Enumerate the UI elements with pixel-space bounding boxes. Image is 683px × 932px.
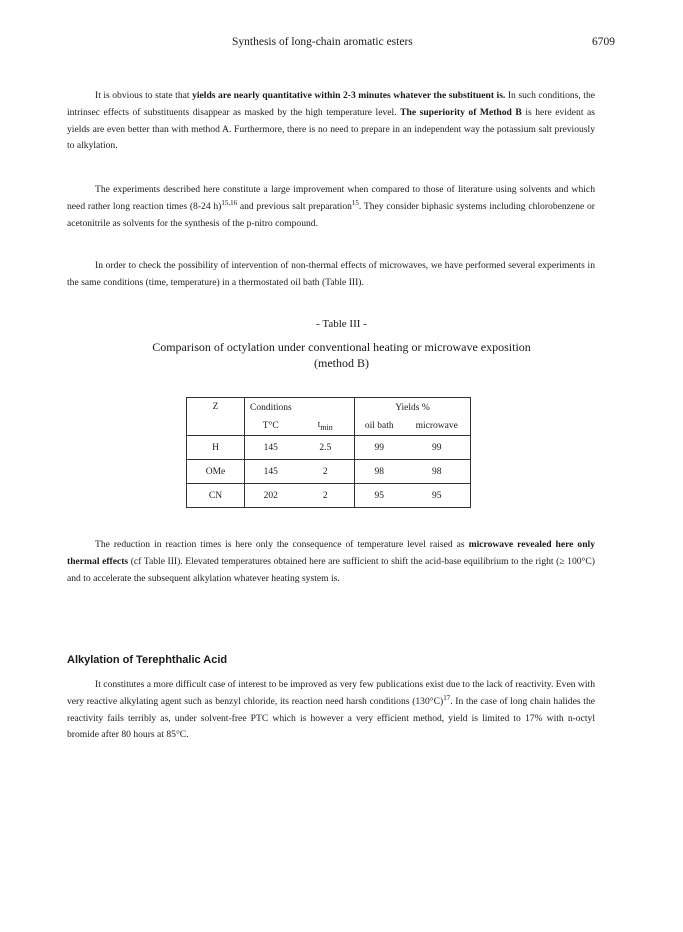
running-header [0, 36, 683, 52]
cell-temperature: 145 [245, 436, 297, 460]
caption-line: Comparison of octylation under conventional heating or microwave exposition [152, 340, 531, 354]
text-span: It constitutes a more difficult case of interest to be improved as very few publications exist due to the lack of reactivity. Even with very reactive alkylating agent such as benzyl chloride, its reaction need harsh conditions (130°C) [67, 679, 595, 707]
cell-microwave: 98 [404, 460, 471, 484]
text-span: . They consider biphasic systems including chlorobenzene or acetonitrile as solvents for the synthesis of the p-nitro compound. [67, 200, 595, 229]
text-span: is here evident as yields are even better than with method A. Furthermore, there is no need to prepare in an independent way the potassium salt previously to alkylation. [67, 106, 595, 152]
running-title: Synthesis of long-chain aromatic esters [232, 36, 413, 48]
table-row [187, 460, 471, 484]
cell-oil-bath: 98 [355, 460, 404, 484]
reference-superscript: 15 [351, 198, 359, 207]
cell-z: OMe [187, 460, 245, 484]
text-span: . In the case of long chain halides the reactivity fails terribly as, under solvent-free PTC which is however a very efficient method, yield is limited to 17% with n-octyl bromide after 80 hours at 85°C. [67, 695, 595, 741]
subheader-time [297, 418, 355, 436]
paragraph-thermal-effects [67, 537, 595, 587]
cell-oil-bath: 99 [355, 436, 404, 460]
cell-time: 2 [297, 484, 355, 508]
cell-time: 2 [297, 460, 355, 484]
text-span: The experiments described here constitute a large improvement when compared to those of literature using solvents and which need rather long reaction times (8-24 h) [67, 184, 595, 212]
subheader-microwave: microwave [404, 418, 471, 436]
results-table [186, 397, 471, 508]
table-row [187, 436, 471, 460]
paragraph-yields [67, 88, 595, 155]
reference-superscript: 17 [443, 693, 451, 702]
bold-span: yields are nearly quantitative within 2-3 minutes whatever the substituent is. [192, 90, 506, 101]
bold-span: The superiority of Method B [400, 106, 522, 118]
cell-time: 2.5 [297, 436, 355, 460]
table-row [187, 484, 471, 508]
bold-span: microwave revealed here only thermal effects [67, 539, 595, 567]
caption-line: (method B) [314, 356, 369, 370]
subheader-time-sub: min [320, 423, 333, 433]
table-caption [100, 339, 583, 371]
table-label: - Table III - [316, 318, 367, 330]
text-span: and previous salt preparation [237, 200, 352, 212]
page-number: 6709 [592, 36, 615, 48]
section-heading: Alkylation of Terephthalic Acid [67, 654, 228, 666]
header-conditions: Conditions [245, 398, 355, 418]
header-yields: Yields % [355, 398, 471, 418]
cell-microwave: 95 [404, 484, 471, 508]
subheader-time-t: t [317, 420, 321, 431]
header-z: Z [187, 398, 245, 436]
text-span: In such conditions, the intrinsec effects of substituents disappear as masked by the high temperature level. [67, 90, 596, 118]
paragraph-oil-bath: In order to check the possibility of intervention of non-thermal effects of microwaves, we have performed several experiments in the same conditions (time, temperature) in a thermostated oil bath (Table III). [67, 260, 595, 288]
paragraph-literature [67, 182, 595, 232]
cell-z: H [187, 436, 245, 460]
subheader-temperature: T°C [245, 418, 297, 436]
paragraph-terephthalic [67, 677, 595, 744]
table-header-row [187, 398, 471, 418]
cell-temperature: 202 [245, 484, 297, 508]
cell-temperature: 145 [245, 460, 297, 484]
subheader-oil-bath: oil bath [355, 418, 404, 436]
text-span: The reduction in reaction times is here only the consequence of temperature level raised as [95, 539, 469, 550]
cell-z: CN [187, 484, 245, 508]
cell-oil-bath: 95 [355, 484, 404, 508]
reference-superscript: 15,16 [221, 198, 238, 207]
text-span: It is obvious to state that [95, 90, 193, 101]
cell-microwave: 99 [404, 436, 471, 460]
text-span: (cf Table III). Elevated temperatures obtained here are sufficient to shift the acid-base equilibrium to the right (≥ 100°C) and to accelerate the subsequent alkylation whatever heating system is. [67, 555, 595, 584]
